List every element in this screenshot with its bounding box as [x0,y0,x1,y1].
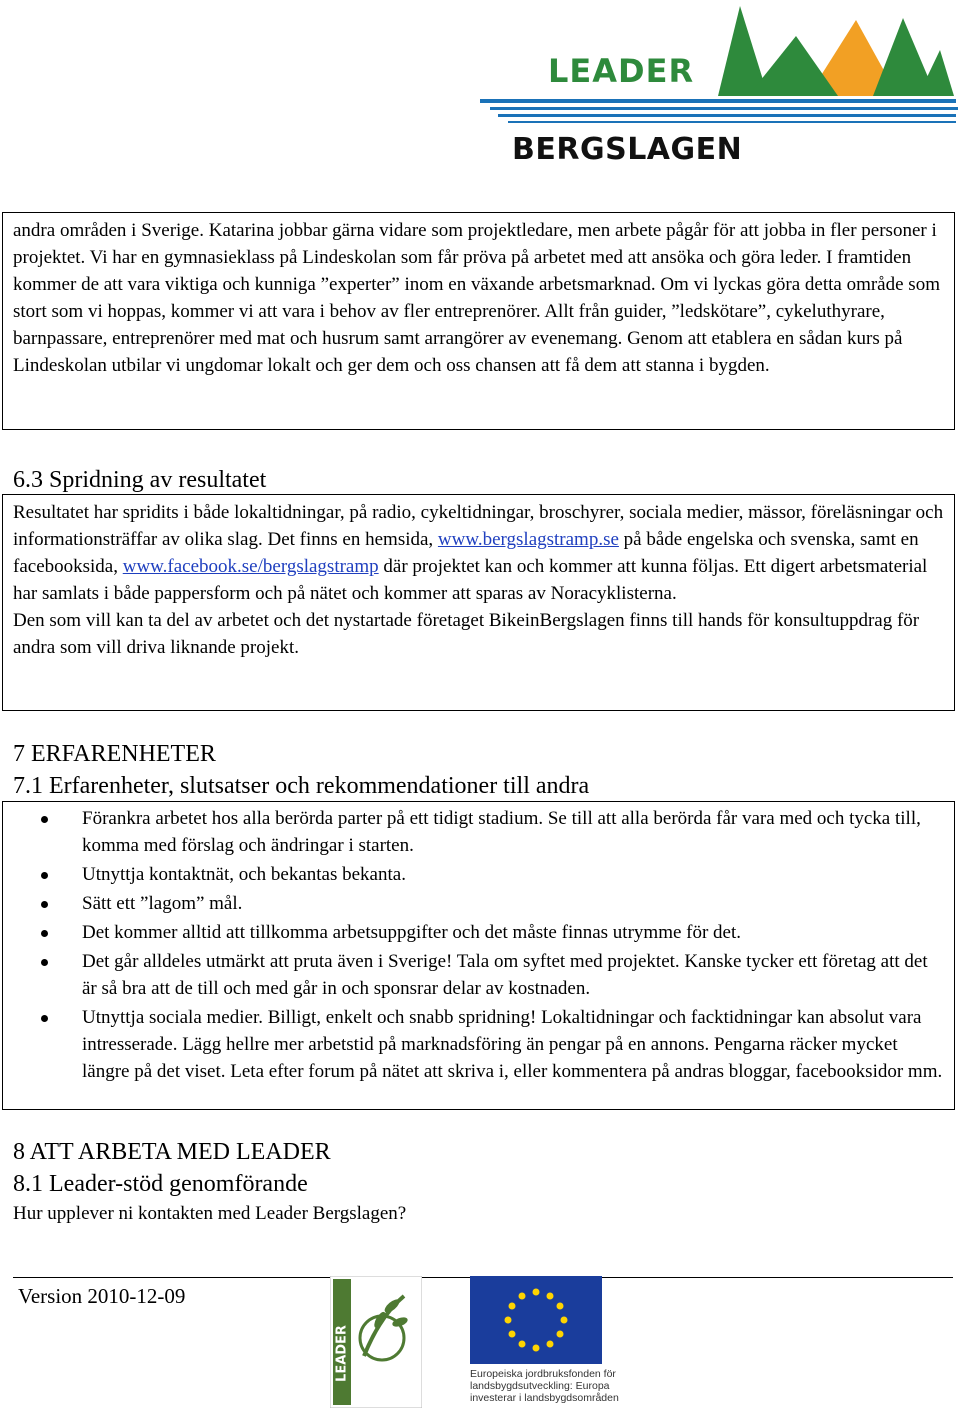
logo-line [498,114,956,117]
bullet-box-erfarenheter [2,801,955,1110]
list-item-text: Sätt ett ”lagom” mål. [82,893,243,914]
text-run: andra områden i Sverige. Katarina jobbar gärna vidare som projektledare, men arbete pågår för att jobba in fler personer i projektet. Vi har en gymnasieklass på Lindeskolan som får pröva på arbetet med att ansöka och göra leder. [13,220,937,268]
list-item-text: Det kommer alltid att tillkomma arbetsuppgifter och det måste finnas utrymme för det. [82,922,742,943]
list-item [13,1004,946,1085]
eu-caption-line: landsbygdsutveckling: Europa [470,1380,610,1392]
bullet-icon [41,872,48,879]
eu-caption [470,1368,630,1404]
paragraph: Den som vill kan ta del av arbetet och det nystartade företaget BikeinBergslagen finns till hands för konsultuppdrag för andra som vill driva liknande projekt. [13,610,920,658]
eu-flag-graphic [470,1276,602,1364]
version-label: Version 2010-12-09 [18,1284,186,1308]
bullet-icon [41,901,48,908]
bullet-icon [41,930,48,937]
paragraph [13,217,946,379]
text-run: I framtiden kommer de att vara viktiga och kunniga ”experter” inom en växande arbetsmarknad. Om vi lyckas göra detta område som stort som vi hoppas, kommer vi att vara i behov av fler entreprenörer. [13,247,940,322]
logo-line [490,107,958,110]
list-item [13,919,946,946]
question-text: Hur upplever ni kontakten med Leader Bergslagen? [13,1203,407,1224]
text-run: Resultatet har spridits i både lokaltidningar, på radio, cykeltidningar, broschyrer, sociala medier, mässor, föreläsningar och informationsträffar av olika slag. Det finns en hemsida, [13,502,944,550]
list-item [13,861,946,888]
logo-bergslagen-text: BERGSLAGEN [512,132,743,167]
eu-caption-line: Europeiska jordbruksfonden för [470,1368,616,1380]
section-heading-7-1: 7.1 Erfarenheter, slutsatser och rekommendationer till andra [13,773,590,799]
chapter-heading-7: 7 ERFARENHETER [13,741,216,767]
text-run: där projektet kan och kommer att kunna följas. Ett digert arbetsmaterial har samlats i både pappersform och på nätet och kommer att sparas av Noracyklisterna. [13,556,928,604]
bullet-icon [41,959,48,966]
logo-line [480,99,956,103]
text-run: på både engelska och svenska, samt en facebooksida, [13,529,919,577]
list-item-text: Utnyttja kontaktnät, och bekantas bekanta. [82,864,406,885]
list-item-text: Utnyttja sociala medier. Billigt, enkelt och snabb spridning! Lokaltidningar och facktidningar kan absolut vara intresserade. Lägg hellre mer arbetstid på marknadsföring än pengar på en annons. Pengarna räcker mycket längre på det viset. Leta efter forum på nätet att skriva i, eller kommentera på andras bloggar, facebooksidor mm. [82,1007,943,1082]
leader-bergslagen-logo [478,0,958,180]
list-item-text: Det går alldeles utmärkt att pruta även i Sverige! Tala om syftet med projektet. Kanske tycker ett företag att det är så bra att de till och med går in och sponsrar delar av kostnaden. [82,951,928,999]
list-item [13,805,946,859]
list-item [13,948,946,1002]
bullet-icon [41,1015,48,1022]
text-run: Allt från guider, ”ledskötare”, cykeluthyrare, barnpassare, entreprenörer med mat och husrum samt arrangörer av evenemang. Genom att etablera en sådan kurs på Lindeskolan utbilar vi ungdomar lokalt och ger dem och oss chansen att få dem att stanna i bygden. [13,301,903,376]
text-box-spridning [2,494,955,711]
text-box-continuation [2,212,955,430]
logo-tree-mid [748,36,838,96]
bullet-list [13,805,946,1085]
paragraph [13,499,946,607]
eu-flag [470,1276,602,1364]
list-item [13,890,946,917]
logo-line [508,121,956,123]
logo-leader-text: LEADER [548,52,695,90]
leader-vertical-text: LEADER [334,1325,350,1382]
leader-eu-logo [330,1276,422,1408]
facebook-link[interactable]: www.facebook.se/bergslagstramp [122,556,379,577]
website-link[interactable]: www.bergslagstramp.se [437,529,619,550]
section-heading-8-1: 8.1 Leader-stöd genomförande [13,1171,308,1197]
bullet-icon [41,816,48,823]
eu-caption-line: investerar i landsbygdsområden [470,1392,619,1404]
chapter-heading-8: 8 ATT ARBETA MED LEADER [13,1139,331,1165]
list-item-text: Förankra arbetet hos alla berörda parter på ett tidigt stadium. Se till att alla berörda får vara med och tycka till, komma med förslag och ändringar i starten. [82,808,921,856]
section-heading-6-3: 6.3 Spridning av resultatet [13,467,267,493]
